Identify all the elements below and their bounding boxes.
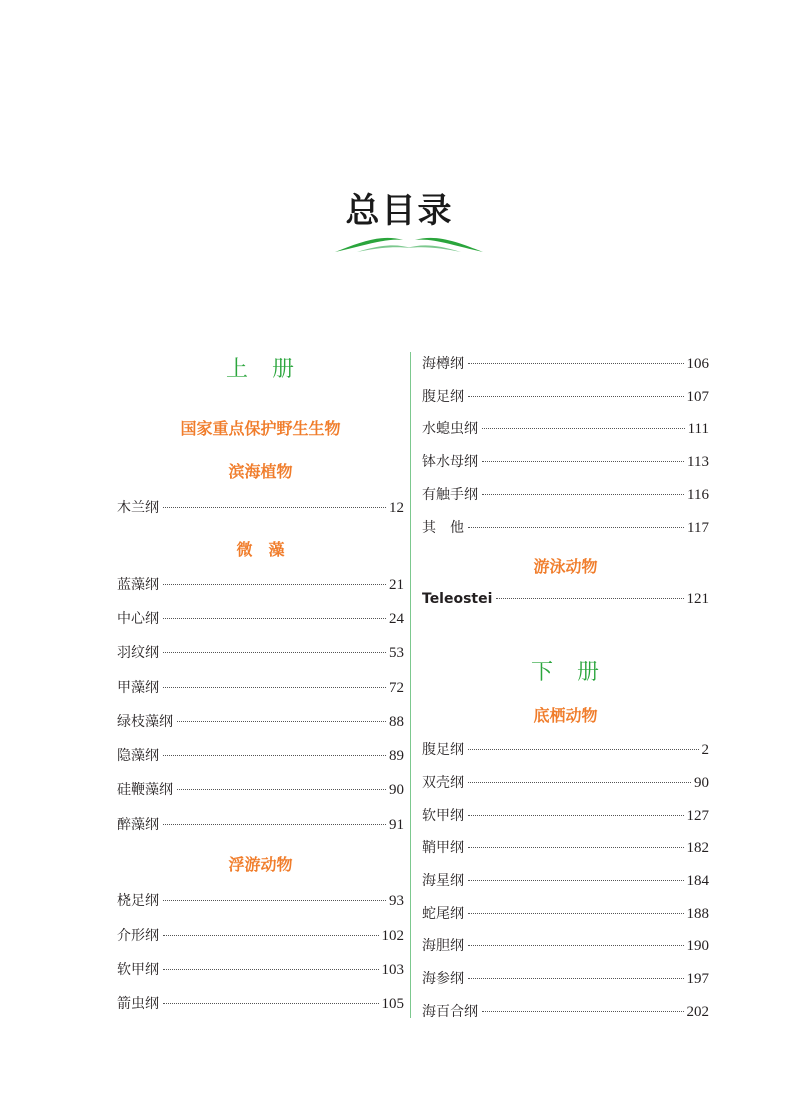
entry-name: 硅鞭藻纲 bbox=[117, 782, 173, 798]
entry-name: 隐藻纲 bbox=[117, 748, 159, 764]
column-divider bbox=[410, 352, 411, 1018]
entry-page: 90 bbox=[694, 775, 709, 791]
entry-name: 其 他 bbox=[422, 520, 464, 536]
entry-page: 202 bbox=[686, 1004, 709, 1020]
entry-name: 双壳纲 bbox=[422, 775, 464, 791]
entry-page: 107 bbox=[686, 389, 709, 405]
entry-page: 184 bbox=[686, 873, 709, 889]
dot-leader bbox=[482, 1011, 684, 1012]
entry-name: 醉藻纲 bbox=[117, 817, 159, 833]
entry-page: 111 bbox=[687, 421, 709, 437]
section-heading-plankton: 浮游动物 bbox=[228, 855, 293, 874]
dot-leader bbox=[482, 428, 685, 429]
entry-name: 腹足纲 bbox=[422, 389, 464, 405]
entry-name: 绿枝藻纲 bbox=[117, 714, 173, 730]
toc-entry[interactable] bbox=[422, 805, 709, 825]
dot-leader bbox=[496, 598, 683, 599]
dot-leader bbox=[177, 789, 386, 790]
dot-leader bbox=[468, 880, 684, 881]
toc-entry[interactable] bbox=[422, 903, 709, 923]
toc-entry[interactable] bbox=[117, 497, 404, 517]
toc-entry[interactable] bbox=[117, 711, 404, 731]
entry-name: 介形纲 bbox=[117, 928, 159, 944]
entry-page: 106 bbox=[686, 356, 709, 372]
dot-leader bbox=[163, 1003, 379, 1004]
toc-entry[interactable] bbox=[422, 517, 709, 537]
toc-entry[interactable] bbox=[422, 1001, 709, 1021]
entry-page: 93 bbox=[389, 893, 404, 909]
dot-leader bbox=[468, 363, 684, 364]
entry-page: 88 bbox=[389, 714, 404, 730]
entry-name: 甲藻纲 bbox=[117, 680, 159, 696]
toc-entry[interactable] bbox=[422, 772, 709, 792]
section-heading-microalgae: 微 藻 bbox=[236, 540, 285, 559]
entry-page: 53 bbox=[389, 645, 404, 661]
entry-name: 有触手纲 bbox=[422, 487, 478, 503]
entry-page: 113 bbox=[687, 454, 709, 470]
dot-leader bbox=[468, 978, 684, 979]
entry-page: 190 bbox=[686, 938, 709, 954]
entry-name: 羽纹纲 bbox=[117, 645, 159, 661]
entry-page: 91 bbox=[389, 817, 404, 833]
toc-entry[interactable] bbox=[422, 386, 709, 406]
toc-entry[interactable] bbox=[117, 993, 404, 1013]
entry-name: 鞘甲纲 bbox=[422, 840, 464, 856]
dot-leader bbox=[163, 652, 386, 653]
toc-entry[interactable] bbox=[117, 574, 404, 594]
dot-leader bbox=[163, 584, 386, 585]
dot-leader bbox=[163, 755, 386, 756]
dot-leader bbox=[468, 815, 684, 816]
entry-name: 腹足纲 bbox=[422, 742, 464, 758]
dot-leader bbox=[177, 721, 386, 722]
entry-page: 12 bbox=[389, 500, 404, 516]
entry-name: 海参纲 bbox=[422, 971, 464, 987]
entry-page: 102 bbox=[381, 928, 404, 944]
entry-name: Teleostei bbox=[422, 591, 493, 607]
entry-page: 89 bbox=[389, 748, 404, 764]
toc-entry[interactable] bbox=[117, 959, 404, 979]
section-heading-nekton: 游泳动物 bbox=[533, 557, 598, 576]
entry-page: 121 bbox=[686, 591, 709, 607]
dot-leader bbox=[482, 461, 684, 462]
dot-leader bbox=[163, 824, 386, 825]
toc-entry[interactable] bbox=[422, 451, 709, 471]
entry-page: 103 bbox=[381, 962, 404, 978]
entry-page: 21 bbox=[389, 577, 404, 593]
entry-name: 海百合纲 bbox=[422, 1004, 478, 1020]
dot-leader bbox=[468, 396, 684, 397]
entry-page: 90 bbox=[389, 782, 404, 798]
entry-name: 桡足纲 bbox=[117, 893, 159, 909]
toc-entry[interactable] bbox=[422, 591, 709, 611]
dot-leader bbox=[482, 494, 684, 495]
toc-entry[interactable] bbox=[422, 418, 709, 438]
entry-name: 木兰纲 bbox=[117, 500, 159, 516]
volume-heading-upper: 上 册 bbox=[225, 357, 295, 382]
dot-leader bbox=[163, 687, 386, 688]
toc-entry[interactable] bbox=[117, 677, 404, 697]
section-heading-protected: 国家重点保护野生生物 bbox=[180, 419, 341, 438]
entry-name: 钵水母纲 bbox=[422, 454, 478, 470]
toc-entry[interactable] bbox=[117, 814, 404, 834]
toc-entry[interactable] bbox=[117, 745, 404, 765]
entry-page: 127 bbox=[686, 808, 709, 824]
toc-entry[interactable] bbox=[117, 779, 404, 799]
entry-page: 188 bbox=[686, 906, 709, 922]
dot-leader bbox=[163, 935, 379, 936]
toc-entry[interactable] bbox=[117, 642, 404, 662]
toc-entry[interactable] bbox=[117, 925, 404, 945]
dot-leader bbox=[163, 969, 379, 970]
toc-entry[interactable] bbox=[422, 837, 709, 857]
dot-leader bbox=[468, 782, 691, 783]
entry-page: 116 bbox=[687, 487, 709, 503]
entry-name: 箭虫纲 bbox=[117, 996, 159, 1012]
dot-leader bbox=[163, 900, 386, 901]
entry-name: 海樽纲 bbox=[422, 356, 464, 372]
dot-leader bbox=[468, 847, 684, 848]
dot-leader bbox=[468, 749, 699, 750]
toc-entry[interactable] bbox=[422, 968, 709, 988]
toc-entry[interactable] bbox=[422, 935, 709, 955]
toc-entry[interactable] bbox=[117, 890, 404, 910]
entry-page: 2 bbox=[701, 742, 709, 758]
wave-ornament bbox=[333, 232, 485, 254]
entry-page: 105 bbox=[381, 996, 404, 1012]
entry-name: 蓝藻纲 bbox=[117, 577, 159, 593]
entry-name: 海星纲 bbox=[422, 873, 464, 889]
dot-leader bbox=[468, 527, 684, 528]
section-heading-benthos: 底栖动物 bbox=[533, 706, 598, 725]
entry-page: 182 bbox=[686, 840, 709, 856]
entry-name: 海胆纲 bbox=[422, 938, 464, 954]
entry-name: 水螅虫纲 bbox=[422, 421, 478, 437]
section-heading-coastal-plants: 滨海植物 bbox=[228, 462, 293, 481]
entry-page: 117 bbox=[687, 520, 709, 536]
toc-entry[interactable] bbox=[117, 608, 404, 628]
entry-name: 软甲纲 bbox=[117, 962, 159, 978]
entry-name: 中心纲 bbox=[117, 611, 159, 627]
entry-name: 蛇尾纲 bbox=[422, 906, 464, 922]
dot-leader bbox=[163, 507, 386, 508]
entry-page: 24 bbox=[389, 611, 404, 627]
toc-entry[interactable] bbox=[422, 353, 709, 373]
volume-heading-lower: 下 册 bbox=[530, 660, 600, 685]
dot-leader bbox=[163, 618, 386, 619]
toc-entry[interactable] bbox=[422, 739, 709, 759]
toc-entry[interactable] bbox=[422, 484, 709, 504]
entry-page: 72 bbox=[389, 680, 404, 696]
page-title: 总目录 bbox=[345, 191, 454, 231]
toc-entry[interactable] bbox=[422, 870, 709, 890]
entry-name: 软甲纲 bbox=[422, 808, 464, 824]
dot-leader bbox=[468, 945, 684, 946]
entry-page: 197 bbox=[686, 971, 709, 987]
dot-leader bbox=[468, 913, 684, 914]
